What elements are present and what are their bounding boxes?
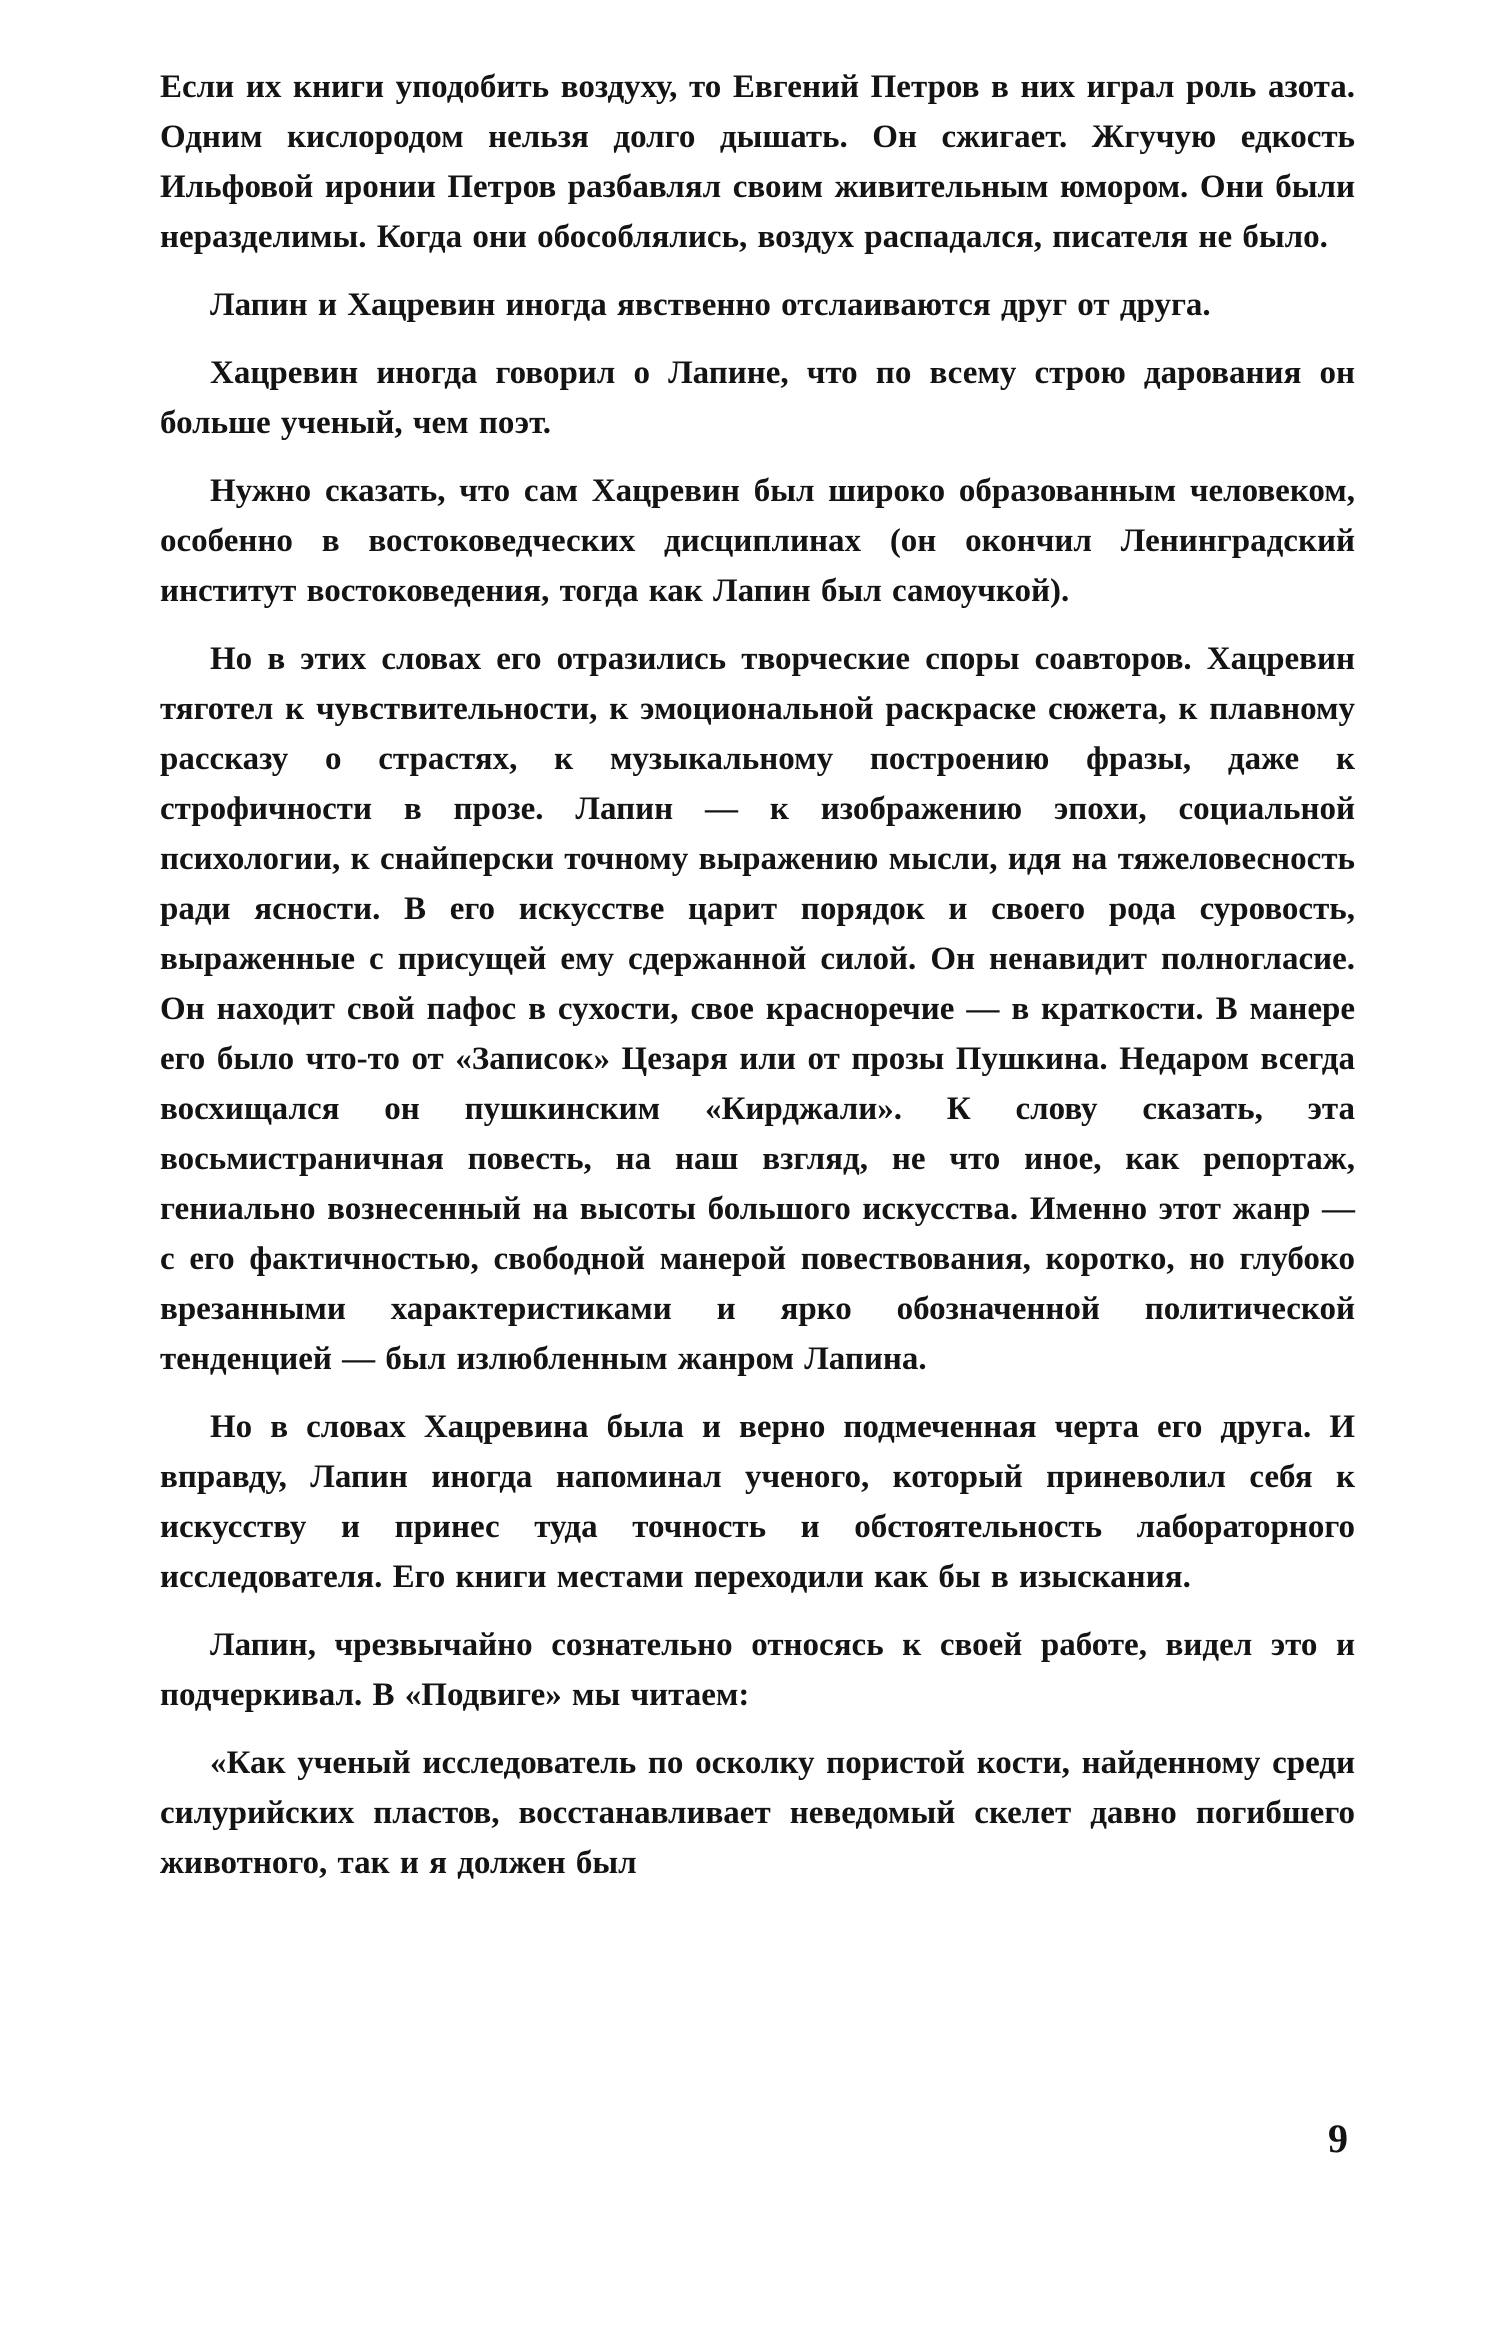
- paragraph-3: Хацревин иногда говорил о Лапине, что по всему строю дарования он больше ученый, чем поэт.: [160, 355, 1355, 441]
- paragraph-1: Если их книги уподобить воздуху, то Евгений Петров в них играл роль азота. Одним кислородом нельзя долго дышать. Он сжигает. Жгучую едкость Ильфовой иронии Петров разбавлял своим живительным юмором. Они были неразделимы. Когда они обособлялись, воздух распадался, писателя не было.: [160, 69, 1355, 255]
- paragraph-6: Но в словах Хацревина была и верно подмеченная черта его друга. И вправду, Лапин иногда напоминал ученого, который приневолил себя к искусству и принес туда точность и обстоятельность лабораторного исследователя. Его книги местами переходили как бы в изыскания.: [160, 1409, 1355, 1595]
- paragraph-2: Лапин и Хацревин иногда явственно отслаиваются друг от друга.: [210, 287, 1211, 323]
- page-body: [160, 62, 1355, 1906]
- paragraph-7: Лапин, чрезвычайно сознательно относясь к своей работе, видел это и подчеркивал. В «Подвиге» мы читаем:: [160, 1627, 1355, 1713]
- paragraph-8: «Как ученый исследователь по осколку пористой кости, найденному среди силурийских пластов, восстанавливает неведомый скелет давно погибшего животного, так и я должен был: [160, 1745, 1355, 1881]
- paragraph-4: Нужно сказать, что сам Хацревин был широко образованным человеком, особенно в востоковедческих дисциплинах (он окончил Ленинградский институт востоковедения, тогда как Лапин был самоучкой).: [160, 473, 1355, 609]
- page-number: 9: [1328, 2116, 1348, 2161]
- paragraph-5: Но в этих словах его отразились творческие споры соавторов. Хацревин тяготел к чувствительности, к эмоциональной раскраске сюжета, к плавному рассказу о страстях, к музыкальному построению фразы, даже к строфичности в прозе. Лапин — к изображению эпохи, социальной психологии, к снайперски точному выражению мысли, идя на тяжеловесность ради ясности. В его искусстве царит порядок и своего рода суровость, выраженные с присущей ему сдержанной силой. Он ненавидит полногласие. Он находит свой пафос в сухости, свое красноречие — в краткости. В манере его было что-то от «Записок» Цезаря или от прозы Пушкина. Недаром всегда восхищался он пушкинским «Кирджали». К слову сказать, эта восьмистраничная повесть, на наш взгляд, не что иное, как репортаж, гениально вознесенный на высоты большого искусства. Именно этот жанр — с его фактичностью, свободной манерой повествования, коротко, но глубоко врезанными характеристиками и ярко обозначенной политической тенденцией — был излюбленным жанром Лапина.: [160, 641, 1355, 1377]
